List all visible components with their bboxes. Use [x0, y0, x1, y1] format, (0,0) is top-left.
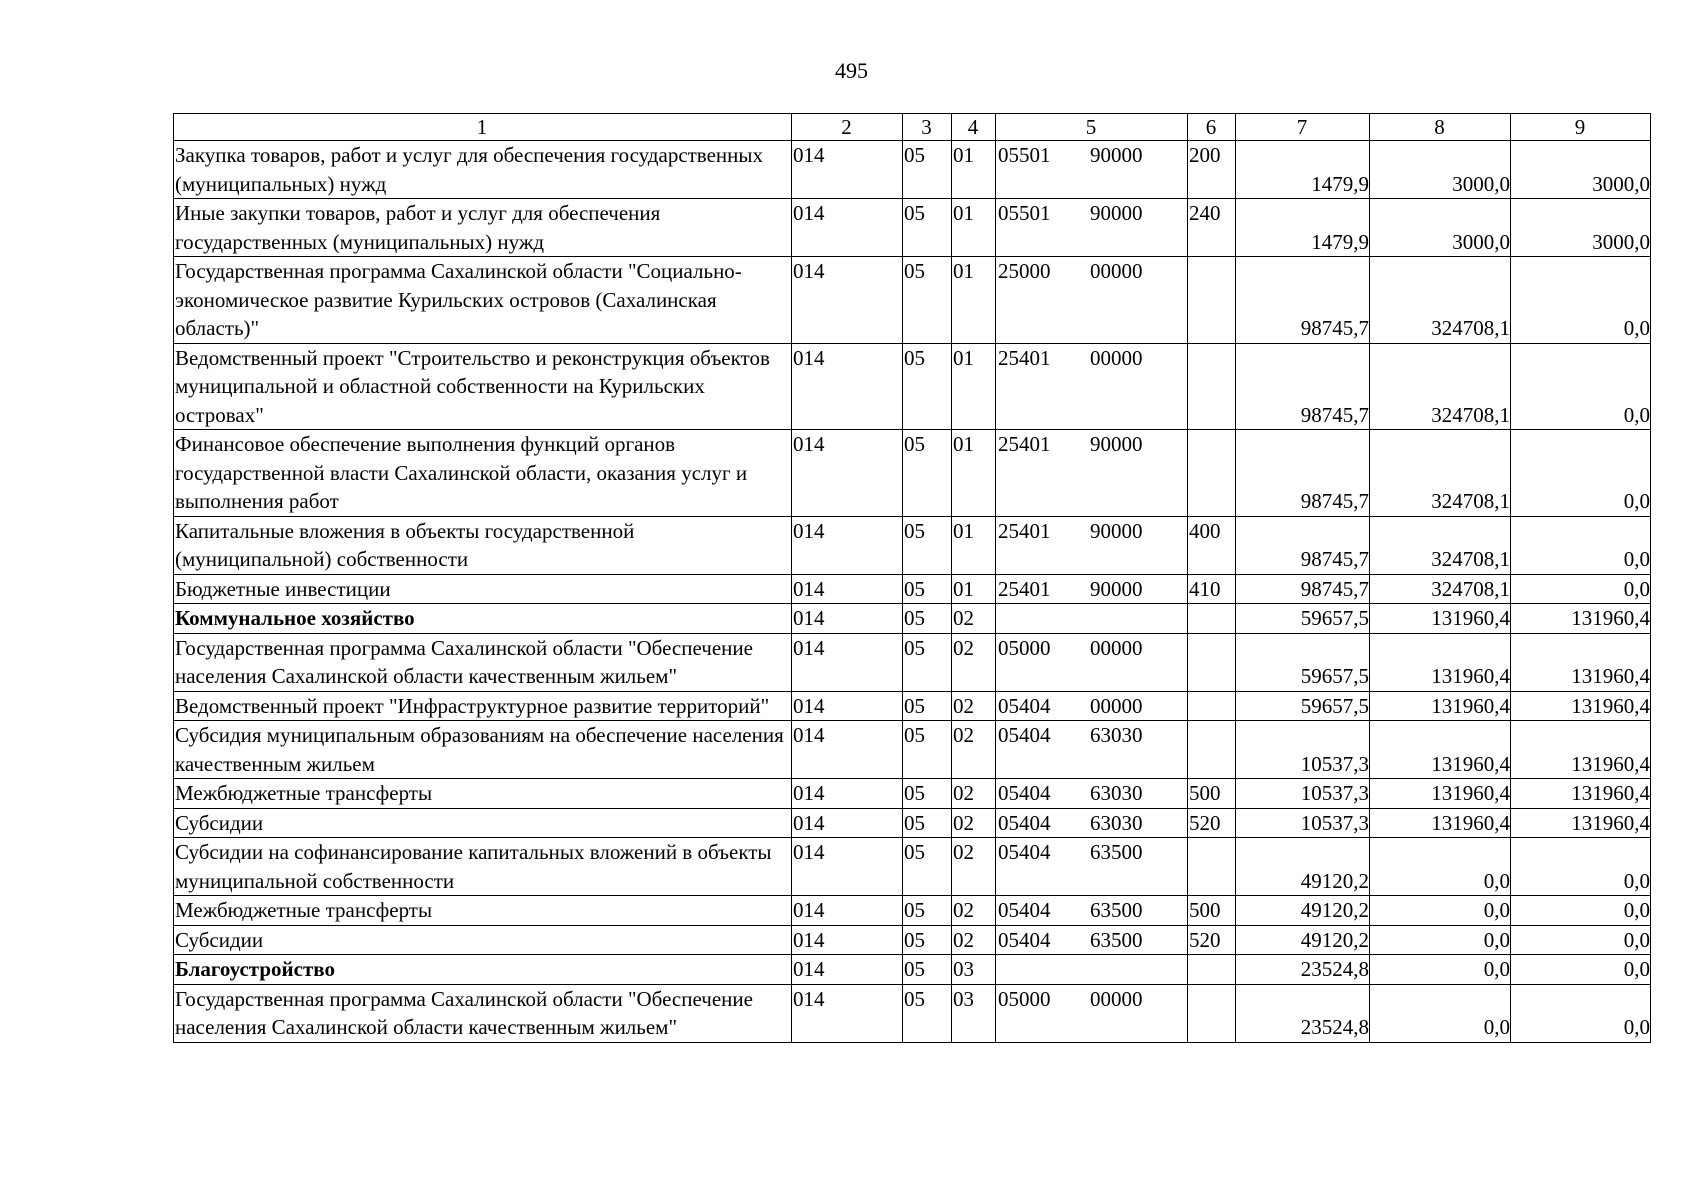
amount-col9-cell: 3000,0: [1511, 141, 1651, 199]
row-name-cell: Субсидии на софинансирование капитальных вложений в объекты муниципальной собственности: [174, 838, 792, 896]
table-row: [174, 896, 1651, 926]
amount-col8-cell: 131960,4: [1370, 721, 1511, 779]
amount-col8-cell: 0,0: [1370, 925, 1511, 955]
target-article-program: 05404: [998, 840, 1051, 864]
target-article-cell: [996, 955, 1188, 985]
table-row: [174, 808, 1651, 838]
target-article-program: 05404: [998, 810, 1051, 835]
section-cell: 05: [903, 574, 952, 604]
amount-col7-cell: 1479,9: [1236, 141, 1370, 199]
amount-col7-cell: 10537,3: [1236, 779, 1370, 809]
expense-type-cell: [1188, 604, 1236, 634]
subsection-cell: 02: [952, 604, 996, 634]
table-row: [174, 779, 1651, 809]
row-name-cell: Финансовое обеспечение выполнения функций органов государственной власти Сахалинской области, оказания услуг и выполнения работ: [174, 430, 792, 517]
amount-col7-cell: 23524,8: [1236, 984, 1370, 1042]
section-cell: 05: [903, 984, 952, 1042]
ministry-code-cell: 014: [792, 257, 903, 344]
row-name-cell: Государственная программа Сахалинской области "Обеспечение населения Сахалинской области качественным жильем": [174, 633, 792, 691]
row-name-cell: Ведомственный проект "Инфраструктурное развитие территорий": [174, 691, 792, 721]
amount-col7-cell: 10537,3: [1236, 808, 1370, 838]
ministry-code-cell: 014: [792, 574, 903, 604]
column-header: 2: [792, 114, 903, 141]
table-row: [174, 604, 1651, 634]
expense-type-cell: 400: [1188, 516, 1236, 574]
expense-type-cell: [1188, 633, 1236, 691]
table-row: [174, 430, 1651, 517]
expense-type-cell: 200: [1188, 141, 1236, 199]
subsection-cell: 01: [952, 199, 996, 257]
target-article-direction: 00000: [1090, 635, 1143, 660]
table-row: [174, 257, 1651, 344]
ministry-code-cell: 014: [792, 779, 903, 809]
amount-col7-cell: 98745,7: [1236, 516, 1370, 574]
expense-type-cell: [1188, 257, 1236, 344]
expense-type-cell: [1188, 721, 1236, 779]
amount-col8-cell: 0,0: [1370, 984, 1511, 1042]
section-cell: 05: [903, 343, 952, 430]
ministry-code-cell: 014: [792, 925, 903, 955]
expense-type-cell: 410: [1188, 574, 1236, 604]
row-name-cell: Коммунальное хозяйство: [174, 604, 792, 634]
target-article-cell: [996, 516, 1188, 574]
subsection-cell: 01: [952, 257, 996, 344]
target-article-program: 25401: [998, 345, 1051, 370]
amount-col7-cell: 49120,2: [1236, 838, 1370, 896]
ministry-code-cell: 014: [792, 691, 903, 721]
target-article-cell: [996, 257, 1188, 344]
target-article-direction: 90000: [1090, 576, 1143, 601]
amount-col7-cell: 98745,7: [1236, 343, 1370, 430]
section-cell: 05: [903, 141, 952, 199]
target-article-program: 05404: [998, 781, 1051, 805]
subsection-cell: 02: [952, 925, 996, 955]
target-article-direction: 00000: [1090, 986, 1143, 1011]
target-article-direction: 63030: [1090, 781, 1143, 805]
target-article-direction: 63500: [1090, 840, 1143, 864]
page-number: 495: [835, 58, 868, 83]
amount-col9-cell: 3000,0: [1511, 199, 1651, 257]
amount-col8-cell: 0,0: [1370, 955, 1511, 985]
amount-col9-cell: 131960,4: [1511, 721, 1651, 779]
target-article-program: 05404: [998, 927, 1051, 952]
amount-col8-cell: 131960,4: [1370, 604, 1511, 634]
table-row: [174, 633, 1651, 691]
section-cell: 05: [903, 691, 952, 721]
row-name-cell: Субсидия муниципальным образованиям на обеспечение населения качественным жильем: [174, 721, 792, 779]
ministry-code-cell: 014: [792, 199, 903, 257]
amount-col9-cell: 0,0: [1511, 838, 1651, 896]
target-article-cell: [996, 984, 1188, 1042]
ministry-code-cell: 014: [792, 516, 903, 574]
target-article-cell: [996, 574, 1188, 604]
ministry-code-cell: 014: [792, 808, 903, 838]
amount-col8-cell: 0,0: [1370, 896, 1511, 926]
section-cell: 05: [903, 199, 952, 257]
column-header: 7: [1236, 114, 1370, 141]
subsection-cell: 02: [952, 808, 996, 838]
amount-col8-cell: 131960,4: [1370, 691, 1511, 721]
target-article-cell: [996, 721, 1188, 779]
amount-col8-cell: 131960,4: [1370, 633, 1511, 691]
section-cell: 05: [903, 721, 952, 779]
expense-type-cell: 520: [1188, 808, 1236, 838]
subsection-cell: 03: [952, 984, 996, 1042]
expense-type-cell: [1188, 691, 1236, 721]
budget-table: [173, 113, 1651, 1043]
target-article-cell: [996, 199, 1188, 257]
amount-col9-cell: 131960,4: [1511, 691, 1651, 721]
row-name-cell: Капитальные вложения в объекты государственной (муниципальной) собственности: [174, 516, 792, 574]
row-name-cell: Субсидии: [174, 808, 792, 838]
ministry-code-cell: 014: [792, 343, 903, 430]
target-article-program: 05000: [998, 986, 1051, 1011]
table-row: [174, 343, 1651, 430]
target-article-direction: 63030: [1090, 810, 1143, 835]
row-name-cell: Закупка товаров, работ и услуг для обеспечения государственных (муниципальных) нужд: [174, 141, 792, 199]
subsection-cell: 01: [952, 141, 996, 199]
target-article-program: 05404: [998, 723, 1051, 747]
expense-type-cell: [1188, 430, 1236, 517]
target-article-cell: [996, 838, 1188, 896]
column-header: 8: [1370, 114, 1511, 141]
subsection-cell: 01: [952, 516, 996, 574]
target-article-direction: 00000: [1090, 693, 1143, 718]
ministry-code-cell: 014: [792, 430, 903, 517]
expense-type-cell: [1188, 955, 1236, 985]
target-article-cell: [996, 896, 1188, 926]
target-article-program: 25401: [998, 576, 1051, 601]
amount-col8-cell: 131960,4: [1370, 779, 1511, 809]
section-cell: 05: [903, 808, 952, 838]
section-cell: 05: [903, 896, 952, 926]
row-name-cell: Государственная программа Сахалинской области "Обеспечение населения Сахалинской области качественным жильем": [174, 984, 792, 1042]
table-row: [174, 925, 1651, 955]
amount-col9-cell: 131960,4: [1511, 633, 1651, 691]
row-name-cell: Межбюджетные трансферты: [174, 779, 792, 809]
subsection-cell: 03: [952, 955, 996, 985]
amount-col8-cell: 3000,0: [1370, 199, 1511, 257]
ministry-code-cell: 014: [792, 896, 903, 926]
amount-col9-cell: 131960,4: [1511, 808, 1651, 838]
amount-col9-cell: 0,0: [1511, 984, 1651, 1042]
amount-col9-cell: 0,0: [1511, 257, 1651, 344]
amount-col8-cell: 324708,1: [1370, 574, 1511, 604]
amount-col9-cell: 131960,4: [1511, 779, 1651, 809]
section-cell: 05: [903, 925, 952, 955]
target-article-program: 05000: [998, 635, 1051, 660]
target-article-program: 25000: [998, 259, 1051, 283]
target-article-cell: [996, 604, 1188, 634]
amount-col7-cell: 59657,5: [1236, 633, 1370, 691]
row-name-cell: Ведомственный проект "Строительство и реконструкция объектов муниципальной и областной собственности на Курильских островах": [174, 343, 792, 430]
amount-col7-cell: 59657,5: [1236, 691, 1370, 721]
target-article-cell: [996, 779, 1188, 809]
column-header: 1: [174, 114, 792, 141]
amount-col9-cell: 0,0: [1511, 430, 1651, 517]
section-cell: 05: [903, 604, 952, 634]
ministry-code-cell: 014: [792, 721, 903, 779]
expense-type-cell: [1188, 838, 1236, 896]
header-row: [174, 114, 1651, 141]
amount-col7-cell: 98745,7: [1236, 574, 1370, 604]
target-article-direction: 63500: [1090, 927, 1143, 952]
target-article-program: 05501: [998, 143, 1051, 167]
amount-col7-cell: 10537,3: [1236, 721, 1370, 779]
expense-type-cell: [1188, 984, 1236, 1042]
target-article-direction: 90000: [1090, 201, 1143, 225]
subsection-cell: 02: [952, 633, 996, 691]
amount-col7-cell: 59657,5: [1236, 604, 1370, 634]
expense-type-cell: 240: [1188, 199, 1236, 257]
amount-col7-cell: 49120,2: [1236, 925, 1370, 955]
target-article-direction: 63030: [1090, 723, 1143, 747]
amount-col9-cell: 0,0: [1511, 516, 1651, 574]
target-article-direction: 00000: [1090, 345, 1143, 370]
amount-col7-cell: 1479,9: [1236, 199, 1370, 257]
section-cell: 05: [903, 257, 952, 344]
expense-type-cell: 520: [1188, 925, 1236, 955]
amount-col8-cell: 0,0: [1370, 838, 1511, 896]
target-article-program: 05404: [998, 898, 1051, 922]
subsection-cell: 02: [952, 721, 996, 779]
table-row: [174, 516, 1651, 574]
row-name-cell: Бюджетные инвестиции: [174, 574, 792, 604]
amount-col9-cell: 0,0: [1511, 574, 1651, 604]
target-article-direction: 00000: [1090, 259, 1143, 283]
table-row: [174, 984, 1651, 1042]
amount-col8-cell: 324708,1: [1370, 343, 1511, 430]
target-article-direction: 90000: [1090, 432, 1143, 456]
column-header: 3: [903, 114, 952, 141]
ministry-code-cell: 014: [792, 838, 903, 896]
expense-type-cell: 500: [1188, 896, 1236, 926]
amount-col9-cell: 131960,4: [1511, 604, 1651, 634]
table-row: [174, 721, 1651, 779]
table-row: [174, 955, 1651, 985]
table-row: [174, 141, 1651, 199]
target-article-direction: 63500: [1090, 898, 1143, 922]
amount-col8-cell: 131960,4: [1370, 808, 1511, 838]
row-name-cell: Благоустройство: [174, 955, 792, 985]
subsection-cell: 02: [952, 691, 996, 721]
amount-col9-cell: 0,0: [1511, 955, 1651, 985]
section-cell: 05: [903, 633, 952, 691]
amount-col7-cell: 98745,7: [1236, 257, 1370, 344]
section-cell: 05: [903, 838, 952, 896]
row-name-cell: Иные закупки товаров, работ и услуг для обеспечения государственных (муниципальных) нужд: [174, 199, 792, 257]
target-article-cell: [996, 430, 1188, 517]
table-body: [174, 141, 1651, 1043]
expense-type-cell: 500: [1188, 779, 1236, 809]
amount-col7-cell: 49120,2: [1236, 896, 1370, 926]
target-article-direction: 90000: [1090, 143, 1143, 167]
amount-col9-cell: 0,0: [1511, 343, 1651, 430]
amount-col8-cell: 324708,1: [1370, 430, 1511, 517]
table-row: [174, 199, 1651, 257]
target-article-cell: [996, 691, 1188, 721]
target-article-cell: [996, 141, 1188, 199]
subsection-cell: 01: [952, 430, 996, 517]
target-article-cell: [996, 633, 1188, 691]
subsection-cell: 02: [952, 896, 996, 926]
amount-col8-cell: 324708,1: [1370, 257, 1511, 344]
amount-col7-cell: 98745,7: [1236, 430, 1370, 517]
column-header: 4: [952, 114, 996, 141]
amount-col8-cell: 3000,0: [1370, 141, 1511, 199]
table-row: [174, 838, 1651, 896]
expense-type-cell: [1188, 343, 1236, 430]
column-header: 9: [1511, 114, 1651, 141]
amount-col7-cell: 23524,8: [1236, 955, 1370, 985]
subsection-cell: 02: [952, 838, 996, 896]
row-name-cell: Государственная программа Сахалинской области "Социально-экономическое развитие Курильских островов (Сахалинская область)": [174, 257, 792, 344]
ministry-code-cell: 014: [792, 141, 903, 199]
section-cell: 05: [903, 779, 952, 809]
row-name-cell: Межбюджетные трансферты: [174, 896, 792, 926]
section-cell: 05: [903, 516, 952, 574]
target-article-program: 05501: [998, 201, 1051, 225]
target-article-cell: [996, 925, 1188, 955]
target-article-cell: [996, 808, 1188, 838]
target-article-cell: [996, 343, 1188, 430]
subsection-cell: 01: [952, 343, 996, 430]
ministry-code-cell: 014: [792, 984, 903, 1042]
amount-col9-cell: 0,0: [1511, 896, 1651, 926]
target-article-program: 25401: [998, 432, 1051, 456]
ministry-code-cell: 014: [792, 633, 903, 691]
subsection-cell: 02: [952, 779, 996, 809]
column-header: 5: [996, 114, 1188, 141]
target-article-program: 25401: [998, 518, 1051, 543]
section-cell: 05: [903, 430, 952, 517]
section-cell: 05: [903, 955, 952, 985]
amount-col8-cell: 324708,1: [1370, 516, 1511, 574]
target-article-program: 05404: [998, 693, 1051, 718]
table-row: [174, 691, 1651, 721]
subsection-cell: 01: [952, 574, 996, 604]
row-name-cell: Субсидии: [174, 925, 792, 955]
table-row: [174, 574, 1651, 604]
amount-col9-cell: 0,0: [1511, 925, 1651, 955]
column-header: 6: [1188, 114, 1236, 141]
target-article-direction: 90000: [1090, 518, 1143, 543]
ministry-code-cell: 014: [792, 604, 903, 634]
ministry-code-cell: 014: [792, 955, 903, 985]
